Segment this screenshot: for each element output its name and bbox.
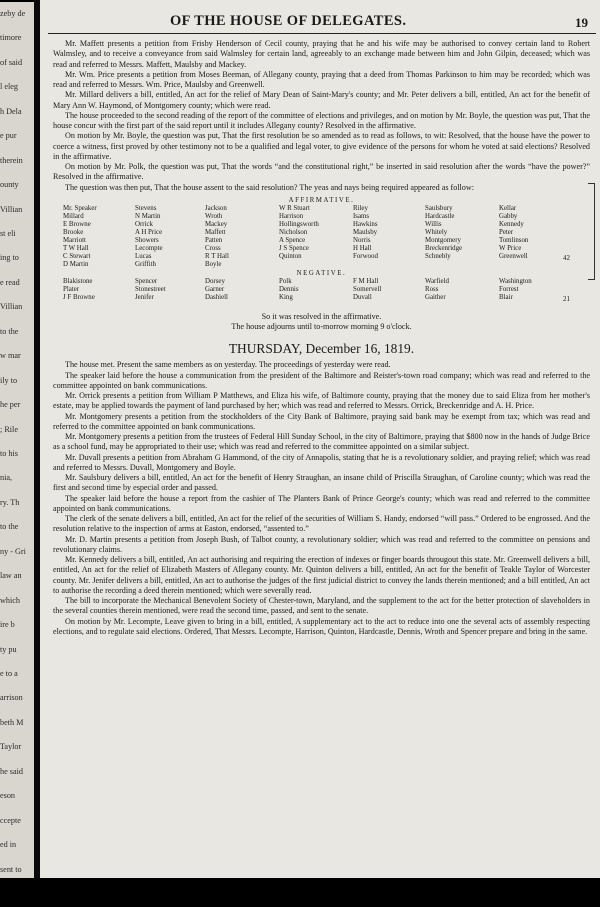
paragraph: On motion by Mr. Boyle, the question was put, That the first resolution be so amended as to read as follows, to wit: Resolved, that the house have the power to coerce a witness, first proved by other testimony not to be a qualified and legal voter, to give evidence of the persons for whom he voted at said elections? Resolved in the affirmative. — [53, 131, 590, 161]
affirmative-total: 42 — [563, 254, 570, 263]
affirmative-voter-name: Norris — [353, 237, 371, 245]
affirmative-voter-name: Nicholson — [279, 229, 308, 237]
affirmative-voter-name: Tomlinson — [499, 237, 529, 245]
affirmative-voter-name: Griffith — [135, 261, 156, 269]
affirmative-voter-name: Millard — [63, 212, 84, 220]
affirmative-voter-name: Forwood — [353, 253, 378, 261]
negative-voter-name: Duvall — [353, 293, 372, 301]
negative-voter-name: Plater — [63, 285, 80, 293]
document-page — [40, 0, 600, 878]
left-page-fragment: he per — [0, 400, 21, 410]
affirmative-voter-name: A Spence — [279, 237, 306, 245]
affirmative-voter-name: T W Hall — [63, 245, 89, 253]
negative-voter-name: Forrest — [499, 285, 519, 293]
negative-voter-name: Dashiell — [205, 293, 228, 301]
affirmative-voter-name: Willis — [425, 220, 442, 228]
paragraph: Mr. Duvall presents a petition from Abraham G Hammond, of the city of Annapolis, stating that he is a revolutionary soldier, and praying relief; which was read and referred to Messrs. Duvall, Montgomery and Boyle. — [53, 452, 590, 472]
paragraph: On motion by Mr. Lecompte, Leave given to bring in a bill, entitled, A supplementary act to the act to reduce into one the several acts of assembly respecting elections, and to regulate said elections. Ordered, That Messrs. Lecompte, Harrison, Quinton, Hardcastle, Dennis, Wroth and Spencer prepare and bring in the same. — [53, 616, 590, 636]
affirmative-voter-name: Whitely — [425, 229, 448, 237]
left-page-fragment: of said — [0, 57, 23, 67]
paragraph: Mr. Orrick presents a petition from William P Matthews, and Eliza his wife, of Baltimore county, praying that the money due to said Eliza from her mother's estate, may be applied towards the payment of land purchased by her; which was read and referred to Messrs. Orrick, Breckenridge and A. H. Price. — [53, 391, 590, 411]
left-page-fragment: ire b — [0, 620, 15, 630]
left-page-fragment: ty pu — [0, 644, 17, 654]
affirmative-voter-name: H Hall — [353, 245, 372, 253]
affirmative-voter-name: Patten — [205, 237, 223, 245]
affirmative-voter-name: Riley — [353, 204, 368, 212]
affirmative-voter-name: Montgomery — [425, 237, 461, 245]
negative-voter-name: Dennis — [279, 285, 299, 293]
affirmative-voter-name: Marriott — [63, 237, 86, 245]
left-page-fragment: ed in — [0, 840, 17, 850]
scan-bottom-edge — [0, 878, 600, 907]
paragraph: Mr. Wm. Price presents a petition from Moses Beeman, of Allegany county, praying that a deed from Thomas Parkinson to him may be recorded; which was read and referred to Messrs. Wm. Price, Maulsby and Greenwell. — [53, 69, 590, 89]
negative-voter-name: King — [279, 293, 293, 301]
affirmative-voter-name: J S Spence — [279, 245, 309, 253]
left-page-fragment: timore — [0, 33, 22, 43]
left-page-fragment: ounty — [0, 180, 19, 190]
left-page-fragment: e to a — [0, 669, 18, 678]
affirmative-voter-name: Hollingsworth — [279, 220, 319, 228]
paragraph: On motion by Mr. Polk, the question was put, That the words “and the constitutional right,” be inserted in said resolution after the words “have the power?” Resolved in the affirmative. — [53, 162, 590, 182]
text-column — [53, 39, 590, 637]
affirmative-voter-name: Hawkins — [353, 220, 378, 228]
paragraph: Mr. Millard delivers a bill, entitled, An act for the relief of Mary Dean of Saint-Mary's county; and Mr. Peter delivers a bill, entitled, An act for the benefit of Mary Ann W. Haymond, of Montgomery county; which were read. — [53, 90, 590, 110]
affirmative-voter-name: Maulsby — [353, 229, 378, 237]
negative-total: 21 — [563, 294, 570, 303]
affirmative-voter-name: Gabby — [499, 212, 518, 220]
negative-voter-name: J F Browne — [63, 293, 95, 301]
affirmative-voter-name: Mr. Speaker — [63, 204, 97, 212]
negative-voter-name: Dorsey — [205, 277, 225, 285]
paragraph: The question was then put, That the house assent to the said resolution? The yeas and nays being required appeared as follow: — [65, 182, 474, 192]
affirmative-voter-name: Hardcastle — [425, 212, 455, 220]
left-page-fragment: ccepte — [0, 815, 21, 825]
left-page-fragment: law an — [0, 571, 22, 581]
affirmative-voter-name: Cross — [205, 245, 221, 253]
negative-voter-name: Blair — [499, 293, 513, 301]
negative-voter-name: Spencer — [135, 277, 158, 285]
page-number: 19 — [575, 15, 588, 30]
left-page-margin — [0, 2, 34, 882]
affirmative-voter-name: W R Stuart — [279, 204, 310, 212]
affirmative-voter-name: W Price — [499, 245, 522, 253]
left-page-fragment: ; Rile — [0, 424, 18, 434]
affirmative-voter-name: Peter — [499, 229, 514, 237]
affirmative-heading: AFFIRMATIVE. — [288, 196, 355, 204]
affirmative-voter-name: Lucas — [135, 253, 152, 261]
left-page-fragment: e pur — [0, 131, 17, 141]
negative-voter-name: Warfield — [425, 277, 449, 285]
left-page-fragment: which — [0, 595, 21, 605]
page-title: OF THE HOUSE OF DELEGATES. — [170, 13, 407, 29]
affirmative-voter-name: Orrick — [135, 220, 153, 228]
day-heading: THURSDAY, December 16, 1819. — [228, 341, 415, 357]
negative-voter-name: Gaither — [425, 293, 446, 301]
paragraph: The clerk of the senate delivers a bill, entitled, An act for the relief of the securities of William S. Handy, endorsed “will pass.” Ordered to be engrossed. And the resolution relative to the inspection of arms at Easton, endorsed, “assented to.” — [53, 514, 590, 534]
affirmative-voter-name: Schnebly — [425, 253, 451, 261]
paragraph: Mr. Montgomery presents a petition from the trustees of Federal Hill Sunday School, in the city of Baltimore, praying that $800 now in the hands of Judge Brice as a school fund, may be appropriated to their use; which was read and referred to the committee appointed on a similar subject. — [53, 432, 590, 452]
affirmative-voter-name: Maffett — [205, 229, 226, 237]
left-page-fragment: to the — [0, 522, 19, 532]
paragraph: Mr. Saulsbury delivers a bill, entitled, An act for the benefit of Henry Straughan, an insane child of Priscilla Straughan, of Caroline county; which was read the first and second time by especial order and passed. — [53, 473, 590, 493]
negative-voter-name: Jenifer — [135, 293, 154, 301]
left-page-fragment: l eleg — [0, 82, 18, 92]
affirmative-voter-name: Showers — [135, 237, 159, 245]
paragraph: Mr. Maffett presents a petition from Frisby Henderson of Cecil county, praying that he and his wife may be authorised to convey certain land to Robert Walmsley, and to receive a conveyance from said Walmsley for certain land, agreeably to an exchange made between him and John Gilpin, deceased; which was read and referred to Messrs. Maffett, Maulsby and Mackey. — [53, 39, 590, 69]
left-page-fragment: ing to — [0, 253, 19, 263]
paragraph: Mr. D. Martin presents a petition from Joseph Bush, of Talbot county, a revolutionary soldier; which was read and referred to the committee on pensions and revolutionary claims. — [53, 534, 590, 554]
left-page-fragment: nia, — [0, 473, 13, 483]
negative-voter-name: Ross — [425, 285, 439, 293]
negative-voter-name: Somervell — [353, 285, 382, 293]
left-page-fragment: ry. Th — [0, 497, 20, 507]
affirmative-voter-name: Breckenridge — [425, 245, 463, 253]
left-page-fragment: therein — [0, 155, 23, 165]
affirmative-voter-name: Mackey — [205, 220, 228, 228]
vote-table — [53, 194, 590, 312]
affirmative-voter-name: Kennedy — [499, 220, 524, 228]
paragraph: The house met. Present the same members as on yesterday. The proceedings of yesterday were read. — [65, 360, 391, 370]
left-page-fragment: ny - Gri — [0, 546, 26, 556]
left-page-fragment: to his — [0, 449, 18, 458]
adjournment: The house adjourns until to-morrow morning 9 o'clock. — [231, 322, 412, 331]
negative-heading: NEGATIVE. — [296, 269, 347, 277]
left-page-fragment: h Dela — [0, 106, 22, 116]
left-page-fragment: st eli — [0, 229, 16, 238]
affirmative-voter-name: Jackson — [205, 204, 227, 212]
vote-result: So it was resolved in the affirmative. — [261, 311, 382, 321]
affirmative-voter-name: C Stewart — [63, 253, 91, 261]
left-page-fragment: e read — [0, 277, 20, 287]
negative-voter-name: Garner — [205, 285, 225, 293]
paragraph: Mr. Montgomery presents a petition from the stockholders of the City Bank of Baltimore, praying said bank may be exempt from tax; which was read and referred to the committee appointed on bank communications. — [53, 411, 590, 431]
left-page-fragment: zeby de — [0, 9, 26, 18]
affirmative-voter-name: Greenwell — [499, 253, 528, 261]
affirmative-voter-name: Quinton — [279, 253, 302, 261]
affirmative-voter-name: Isams — [353, 212, 370, 220]
affirmative-voter-name: D Martin — [63, 261, 89, 269]
negative-voter-name: Polk — [279, 277, 292, 285]
affirmative-voter-name: Saulsbury — [425, 204, 453, 212]
affirmative-voter-name: E Browne — [63, 220, 91, 228]
affirmative-voter-name: Kellar — [499, 204, 517, 212]
left-page-fragment: arrison — [0, 693, 23, 703]
negative-voter-name: Washington — [499, 277, 532, 285]
left-page-fragment: Villian — [0, 302, 23, 312]
page-header — [40, 0, 600, 30]
negative-voter-name: Blakistone — [63, 277, 93, 285]
left-page-fragment: to the — [0, 326, 19, 336]
left-page-fragment: he said — [0, 766, 23, 776]
header-rule — [48, 33, 596, 34]
left-page-fragment: Taylor — [0, 742, 22, 752]
paragraph: The bill to incorporate the Mechanical Benevolent Society of Chester-town, Maryland, and the supplement to the act for the better protection of slaveholders in the several counties therein mentioned, were read the second time, passed, and sent to the senate. — [53, 596, 590, 616]
affirmative-voter-name: Boyle — [205, 261, 222, 269]
left-page-fragment: beth M — [0, 717, 24, 727]
negative-voter-name: Stonestreet — [135, 285, 166, 293]
affirmative-voter-name: Lecompte — [135, 245, 163, 253]
paragraph: The house proceeded to the second reading of the report of the committee of elections and privileges, and on motion by Mr. Boyle, the question was put, That the house concur with the first part of the said report until it includes Allegany county? Resolved in the affirmative. — [53, 110, 590, 130]
negative-voter-name: F M Hall — [353, 277, 379, 285]
paragraph: The speaker laid before the house a report from the cashier of The Planters Bank of Prince George's county; which was read and referred to the committee appointed on bank communications. — [53, 493, 590, 513]
left-page-fragment: sent to — [0, 864, 22, 874]
affirmative-voter-name: Brooke — [63, 229, 84, 237]
paragraph: The speaker laid before the house a communication from the president of the Baltimore and Reister's-town road company; which was read and referred to the committee appointed on bank communications. — [53, 370, 590, 390]
left-page-fragment: eson — [0, 791, 16, 801]
paragraph: Mr. Kennedy delivers a bill, entitled, An act authorising and requiring the erection of indexes or finger boards througout this state. Mr. Greenwell delivers a bill, entitled, An act for the relief of Elizabeth Masters of Allegany county. Mr. Quinton delivers a bill, entitled, An act for the benefit of Teakle Taylor of Worcester county. Mr. Jenifer delivers a bill, entitled, An act to authorise the judges of the first judicial district to convey the lands therein mentioned; and a bill entitled, An act to authorise the recording a deed therein mentioned; which were severally read. — [53, 555, 590, 595]
affirmative-voter-name: Harrison — [279, 212, 304, 220]
left-page-fragment: w mar — [0, 351, 21, 361]
affirmative-voter-name: A H Price — [135, 229, 163, 237]
affirmative-voter-name: N Martin — [135, 212, 161, 220]
left-page-fragment: ily to — [0, 375, 18, 385]
affirmative-voter-name: Wroth — [205, 212, 223, 220]
affirmative-voter-name: Stevens — [135, 204, 157, 212]
left-page-fragment: Villian — [0, 204, 23, 214]
affirmative-voter-name: R T Hall — [205, 253, 229, 261]
